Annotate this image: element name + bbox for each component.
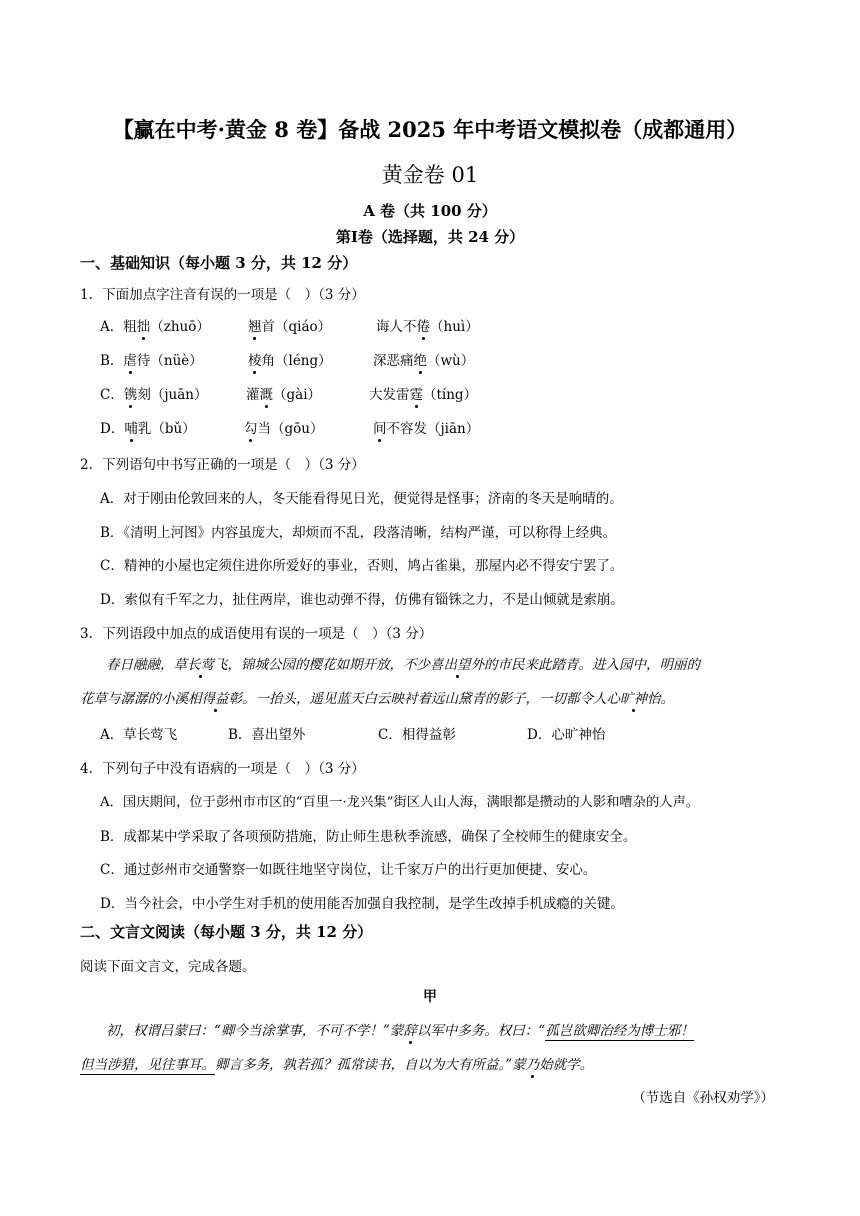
passage-jia-label: 甲: [423, 989, 437, 1005]
q1-option-c3: 大发雷霆（tíng）: [369, 387, 478, 403]
q3-option-b: B．喜出望外: [228, 727, 306, 743]
q2-stem: 2．下列语句中书写正确的一项是（ ）（3 分）: [80, 457, 365, 473]
q4-option-c: C．通过彭州市交通警察一如既往地坚守岗位，让千家万户的出行更加便捷、安心。: [100, 862, 597, 878]
q1-option-b2: 棱角（léng）: [248, 353, 332, 369]
q1-stem: 1．下面加点字注音有误的一项是（ ）（3 分）: [80, 287, 365, 303]
q3-paragraph-line2: 花草与潺潺的小溪相得益彰。一抬头，遥见蓝天白云映衬着远山黛青的影子，一切都令人心旷神怡。: [80, 691, 674, 707]
q1-option-c2: 灌溉（gài）: [246, 387, 322, 403]
q1-option-d2: 勾当（gōu）: [244, 421, 324, 437]
q2-option-c: C．精神的小屋也定须住进你所爱好的事业，否则，鸠占雀巢，那屋内必不得安宁罢了。: [100, 558, 624, 574]
q3-option-a: A．草长莺飞: [100, 727, 178, 743]
q2-option-a: A．对于刚由伦敦回来的人，冬天能看得见日光，便觉得是怪事；济南的冬天是响晴的。: [100, 491, 623, 507]
q1-option-a2: 翘首（qiáo）: [248, 319, 332, 335]
q2-option-d: D．索似有千军之力，扯住两岸，谁也动弹不得，仿佛有锱铢之力，不是山倾就是索崩。: [100, 592, 624, 608]
q3-stem: 3．下列语段中加点的成语使用有误的一项是（ ）（3 分）: [80, 626, 433, 642]
q1-option-a3: 诲人不倦（huì）: [376, 319, 479, 335]
passage-source: （节选自《孙权劝学》）: [632, 1090, 774, 1106]
q3-paragraph-line1: 春日融融，草长莺飞，锦城公园的樱花如期开放，不少喜出望外的市民来此踏青。进入园中，明丽的: [106, 657, 700, 673]
q3-option-d: D．心旷神怡: [527, 727, 606, 743]
q2-option-b: B．《清明上河图》内容虽庞大，却烦而不乱，段落清晰，结构严谨，可以称得上经典。: [100, 525, 617, 541]
paper-a-heading: A 卷（共 100 分）: [363, 202, 497, 220]
part-one-heading: 第Ⅰ卷（选择题，共 24 分）: [335, 228, 525, 246]
q1-option-c1: C．镌刻（juān）: [100, 387, 208, 403]
section1-heading: 一、基础知识（每小题 3 分，共 12 分）: [80, 254, 358, 272]
section2-instruction: 阅读下面文言文，完成各题。: [80, 959, 256, 975]
q1-option-a1: A．粗拙（zhuō）: [100, 319, 210, 335]
q1-option-d3: 间不容发（jiān）: [373, 421, 480, 437]
q1-option-d1: D．哺乳（bǔ）: [100, 421, 196, 437]
q4-option-a: A．国庆期间，位于彭州市市区的“百里一·龙兴集”街区人山人海，满眼都是攒动的人影和嘈杂的人声。: [100, 795, 700, 810]
q1-option-b3: 深恶痛绝（wù）: [373, 353, 475, 369]
passage-line1: 初，权谓吕蒙曰：“卿今当涂掌事，不可不学！”蒙辞以军中多务。权曰：“孤岂欲卿治经为博士邪！: [106, 1023, 694, 1039]
q1-option-b1: B．虐待（nüè）: [100, 353, 203, 369]
exam-subtitle: 黄金卷 01: [381, 163, 479, 187]
q4-option-d: D．当今社会，中小学生对手机的使用能否加强自我控制，是学生改掉手机成瘾的关键。: [100, 896, 624, 912]
exam-title: 【赢在中考·黄金 8 卷】备战 2025 年中考语文模拟卷（成都通用）: [112, 117, 748, 142]
q4-stem: 4．下列句子中没有语病的一项是（ ）（3 分）: [80, 761, 365, 777]
q3-option-c: C．相得益彰: [378, 727, 456, 743]
passage-line2: 但当涉猎，见往事耳。卿言多务，孰若孤？孤常读书，自以为大有所益。”蒙乃始就学。: [80, 1057, 594, 1073]
section2-heading: 二、文言文阅读（每小题 3 分，共 12 分）: [80, 923, 373, 941]
q4-option-b: B．成都某中学采取了各项预防措施，防止师生患秋季流感，确保了全校师生的健康安全。: [100, 829, 637, 845]
